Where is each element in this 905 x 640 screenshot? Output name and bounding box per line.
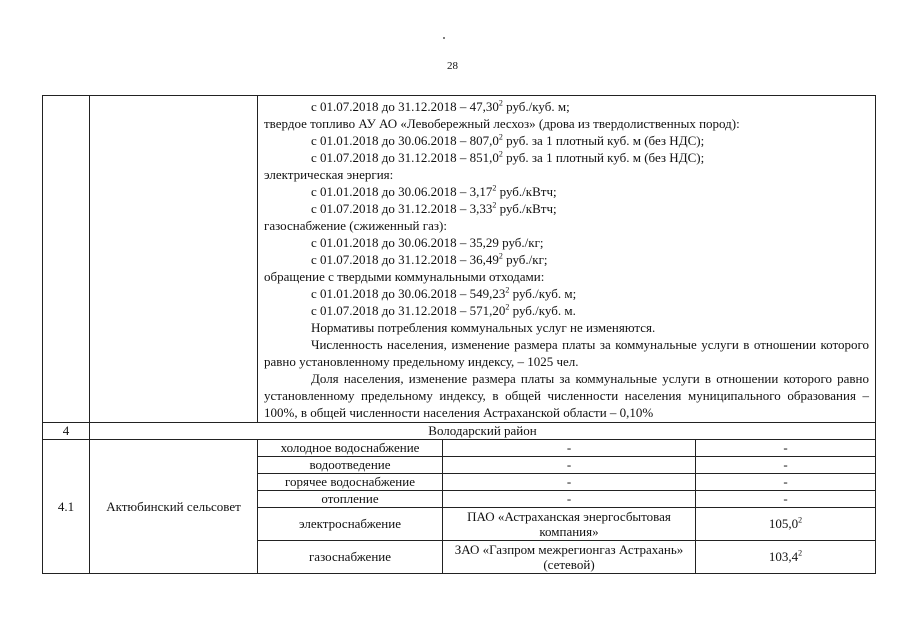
section-row [43,423,876,440]
section-title: Володарский район [90,423,876,440]
tariff-line: электрическая энергия: [264,167,394,182]
tariff-line: с 01.01.2018 до 30.06.2018 – 807,0$^2$ руб. за 1 плотный куб. м (без НДС); [311,132,705,148]
tariff-line: с 01.07.2018 до 31.12.2018 – 47,30$^2$ руб./куб. м; [311,98,570,114]
service-name: электроснабжение [258,508,443,541]
subsection-name: Актюбинский сельсовет [90,440,258,574]
provider-name: - [443,457,696,474]
continuation-row [43,96,876,423]
tariff-line: с 01.07.2018 до 31.12.2018 – 851,0$^2$ руб. за 1 плотный куб. м (без НДС); [311,149,705,165]
index-value: 103,4$^2$ [696,541,876,574]
population-count-paragraph: Численность населения, изменение размера платы за коммунальные услуги в отношении которого равно установленному предельному индексу, – 1025 чел. [264,337,870,369]
section-number: 4 [43,423,90,440]
tariff-line: с 01.01.2018 до 30.06.2018 – 3,17$^2$ руб./кВтч; [311,183,557,199]
service-name: водоотведение [258,457,443,474]
tariff-table [42,95,876,574]
continuation-text-cell [258,96,876,423]
tariff-line: обращение с твердыми коммунальными отходами: [264,269,545,284]
subsection-number: 4.1 [43,440,90,574]
provider-name: - [443,440,696,457]
tariff-line: Нормативы потребления коммунальных услуг не изменяются. [311,320,656,335]
index-value: - [696,457,876,474]
provider-name: - [443,474,696,491]
tariff-line: с 01.07.2018 до 31.12.2018 – 3,33$^2$ руб./кВтч; [311,200,557,216]
table-row [43,440,876,457]
page-number: 28 [447,60,458,72]
tariff-line: газоснабжение (сжиженный газ): [264,218,447,233]
scan-speck [443,37,445,39]
tariff-line: с 01.07.2018 до 31.12.2018 – 36,49$^2$ руб./кг; [311,251,548,267]
continuation-name-cell [90,96,258,423]
tariff-lines [264,98,869,336]
provider-name: ЗАО «Газпром межрегионгаз Астрахань» (сетевой) [443,541,696,574]
index-value: - [696,440,876,457]
provider-name: - [443,491,696,508]
population-share-paragraph: Доля населения, изменение размера платы за коммунальные услуги в отношении которого равно установленному предельному индексу, в общей численности населения муниципального образования – 100%, в общей численности населения Астраханской области – 0,10% [264,371,870,420]
tariff-line: твердое топливо АУ АО «Левобережный лесхоз» (дрова из твердолиственных пород): [264,116,740,131]
tariff-line: с 01.01.2018 до 30.06.2018 – 549,23$^2$ руб./куб. м; [311,285,577,301]
tariff-line: с 01.01.2018 до 30.06.2018 – 35,29 руб./кг; [311,235,544,250]
service-name: отопление [258,491,443,508]
index-value: 105,0$^2$ [696,508,876,541]
tariff-line: с 01.07.2018 до 31.12.2018 – 571,20$^2$ руб./куб. м. [311,302,576,318]
index-value: - [696,491,876,508]
continuation-number-cell [43,96,90,423]
service-name: горячее водоснабжение [258,474,443,491]
index-value: - [696,474,876,491]
provider-name: ПАО «Астраханская энергосбытовая компания» [443,508,696,541]
service-name: холодное водоснабжение [258,440,443,457]
service-name: газоснабжение [258,541,443,574]
